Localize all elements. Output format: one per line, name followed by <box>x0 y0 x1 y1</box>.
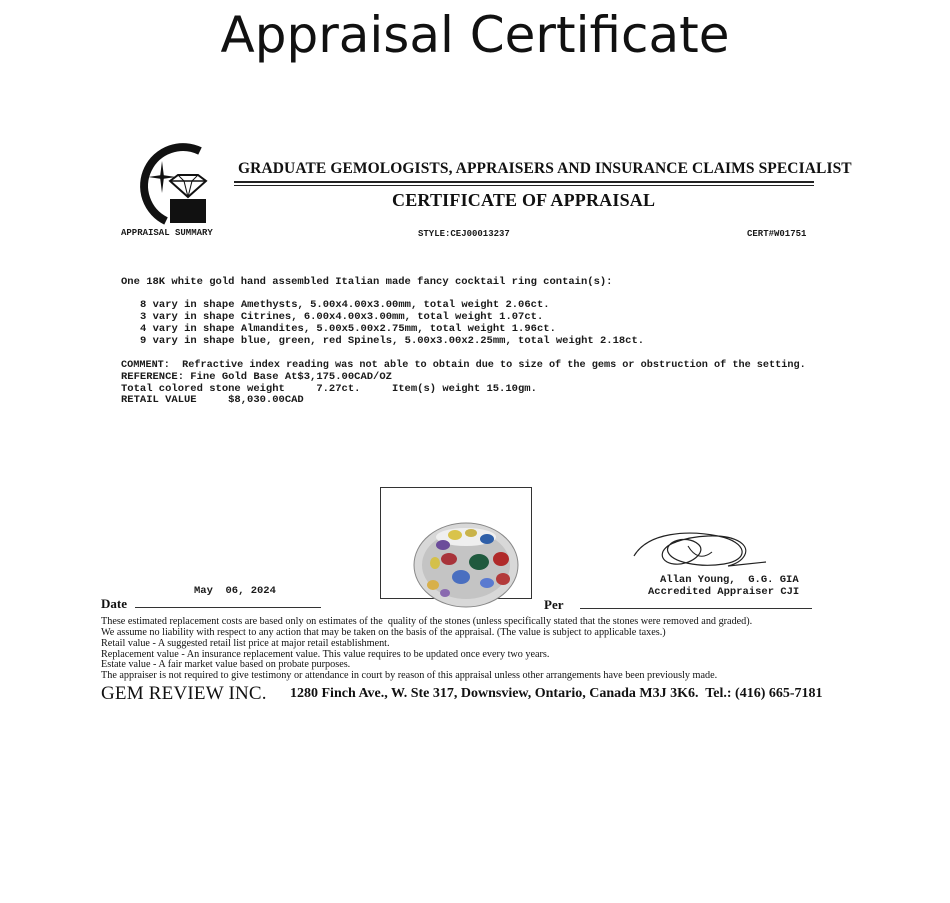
total-weight-line: Total colored stone weight 7.27ct. Item(s) weight 15.10gm. <box>121 383 537 395</box>
signature-icon <box>628 522 778 578</box>
disclaimer-line: Retail value - A suggested retail list price at major retail establishment. <box>101 638 390 649</box>
stone-line: 8 vary in shape Amethysts, 5.00x4.00x3.00mm, total weight 2.06ct. <box>140 299 550 311</box>
date-label: Date <box>101 596 127 611</box>
header-rule-thin <box>234 185 814 186</box>
comment-line: COMMENT: Refractive index reading was not able to obtain due to size of the gems or obstruction of the setting. <box>121 360 806 371</box>
gem-logo-icon <box>126 137 212 229</box>
per-line <box>580 608 812 609</box>
ring-photo <box>380 487 532 599</box>
certificate-title: CERTIFICATE OF APPRAISAL <box>392 190 656 210</box>
footer-address: 1280 Finch Ave., W. Ste 317, Downsview, Ontario, Canada M3J 3K6. Tel.: (416) 665-7181 <box>290 686 823 701</box>
disclaimer-line: These estimated replacement costs are based only on estimates of the quality of the stones (unless specifically stated that the stones were removed and graded). <box>101 616 753 627</box>
stone-line: 9 vary in shape blue, green, red Spinels, 5.00x3.00x2.25mm, total weight 2.18ct. <box>140 335 645 347</box>
disclaimer-line: The appraiser is not required to give testimony or attendance in court by reason of this appraisal unless other arrangements have been previously made. <box>101 670 718 681</box>
footer-company: GEM REVIEW INC. <box>101 683 267 704</box>
disclaimer-line: Replacement value - An insurance replacement value. This value requires to be updated once every two years. <box>101 649 550 660</box>
reference-line: REFERENCE: Fine Gold Base At$3,175.00CAD/OZ <box>121 371 392 383</box>
page-title: Appraisal Certificate <box>220 6 730 64</box>
date-line <box>135 607 321 608</box>
disclaimer-line: Estate value - A fair market value based on probate purposes. <box>101 659 351 670</box>
retail-value-line: RETAIL VALUE $8,030.00CAD <box>121 394 304 406</box>
cert-number: CERT#W01751 <box>747 229 807 239</box>
stone-line: 3 vary in shape Citrines, 6.00x4.00x3.00mm, total weight 1.07ct. <box>140 311 544 323</box>
disclaimer-line: We assume no liability with respect to any action that may be taken on the basis of the appraisal. (The value is subject to applicable taxes.) <box>101 627 666 638</box>
per-label: Per <box>544 597 564 612</box>
summary-label: APPRAISAL SUMMARY <box>121 228 213 238</box>
style-number: STYLE:CEJ00013237 <box>418 229 510 239</box>
appraiser-title: Accredited Appraiser CJI <box>648 586 800 598</box>
stone-line: 4 vary in shape Almandites, 5.00x5.00x2.75mm, total weight 1.96ct. <box>140 323 556 335</box>
header-rule <box>234 181 814 183</box>
appraiser-name: Allan Young, G.G. GIA <box>660 574 799 586</box>
appraisal-date: May 06, 2024 <box>194 585 276 597</box>
ring-description: One 18K white gold hand assembled Italian made fancy cocktail ring contain(s): <box>121 276 613 288</box>
company-header: GRADUATE GEMOLOGISTS, APPRAISERS AND INSURANCE CLAIMS SPECIALIST <box>238 160 852 177</box>
